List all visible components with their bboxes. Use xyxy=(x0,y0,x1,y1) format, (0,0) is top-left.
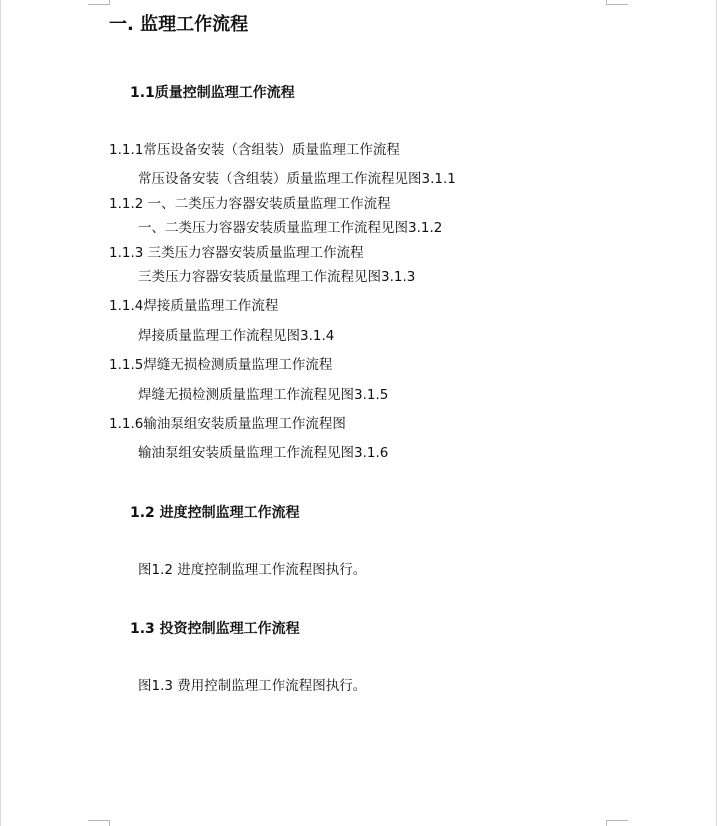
subsection-heading-1-1-4: 1.1.4焊接质量监理工作流程 xyxy=(109,298,279,314)
subsection-heading-1-1-6: 1.1.6输油泵组安装质量监理工作流程图 xyxy=(109,416,346,432)
subsection-heading-1-1-5: 1.1.5焊缝无损检测质量监理工作流程 xyxy=(109,357,333,373)
subsection-body-1-1-2: 一、二类压力容器安装质量监理工作流程见图3.1.2 xyxy=(138,220,443,236)
crop-mark-bottom-right-v xyxy=(606,820,607,826)
crop-mark-top-left-v xyxy=(109,0,110,5)
subsection-body-1-1-4: 焊接质量监理工作流程见图3.1.4 xyxy=(138,328,335,344)
subsection-body-1-1-1: 常压设备安装（含组装）质量监理工作流程见图3.1.1 xyxy=(138,171,456,187)
section-heading-1-2: 1.2 进度控制监理工作流程 xyxy=(130,505,300,521)
section-heading-1-3: 1.3 投资控制监理工作流程 xyxy=(130,621,300,637)
crop-mark-top-right-v xyxy=(606,0,607,5)
section-heading-1-1: 1.1质量控制监理工作流程 xyxy=(130,85,295,101)
crop-mark-top-right-h xyxy=(606,4,628,5)
subsection-body-1-1-3: 三类压力容器安装质量监理工作流程见图3.1.3 xyxy=(138,269,416,285)
section-body-1-2: 图1.2 进度控制监理工作流程图执行。 xyxy=(138,562,367,578)
page-left-edge xyxy=(0,0,1,826)
subsection-heading-1-1-1: 1.1.1常压设备安装（含组装）质量监理工作流程 xyxy=(109,142,400,158)
chapter-title: 一. 监理工作流程 xyxy=(109,14,249,35)
subsection-body-1-1-5: 焊缝无损检测质量监理工作流程见图3.1.5 xyxy=(138,387,389,403)
crop-mark-top-left-h xyxy=(88,4,110,5)
subsection-heading-1-1-2: 1.1.2 一、二类压力容器安装质量监理工作流程 xyxy=(109,196,391,212)
crop-mark-bottom-left-v xyxy=(109,820,110,826)
subsection-heading-1-1-3: 1.1.3 三类压力容器安装质量监理工作流程 xyxy=(109,245,364,261)
crop-mark-bottom-left-h xyxy=(88,820,110,821)
crop-mark-bottom-right-h xyxy=(606,820,628,821)
section-body-1-3: 图1.3 费用控制监理工作流程图执行。 xyxy=(138,678,367,694)
subsection-body-1-1-6: 输油泵组安装质量监理工作流程见图3.1.6 xyxy=(138,445,389,461)
